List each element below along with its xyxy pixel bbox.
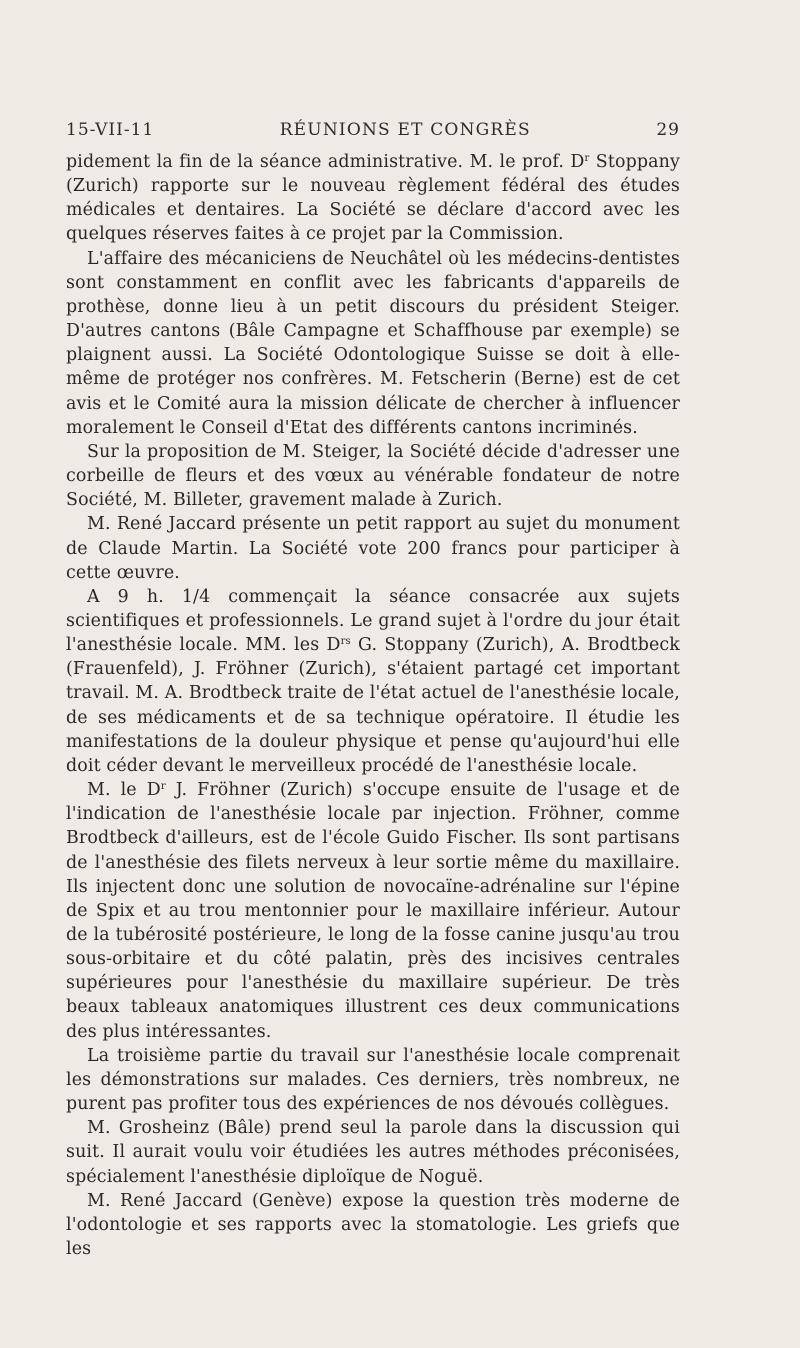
header-date: 15-VII-11 xyxy=(66,120,155,140)
paragraph xyxy=(66,1044,680,1116)
body-text xyxy=(66,150,680,1261)
paragraph xyxy=(66,585,680,778)
superscript-text: r xyxy=(584,153,590,164)
paragraph-text: Sur la proposition de M. Steiger, la Société décide d'adresser une corbeille de fleurs et des vœux au vénérable fondateur de notre Société, M. Billeter, gravement malade à Zurich. xyxy=(66,441,680,511)
paragraph-text: L'affaire des mécaniciens de Neuchâtel où les médecins-dentistes sont constamment en conflit avec les fabricants d'appareils de prothèse, donne lieu à un petit discours du président Steiger. D'autres cantons (Bâle Campagne et Schaffhouse par exemple) se plaignent aussi. La Société Odontologique Suisse se doit à elle-même de protéger nos confrères. M. Fetscherin (Berne) est de cet avis et le Comité aura la mission délicate de chercher à influencer moralement le Conseil d'Etat des différents cantons incriminés. xyxy=(66,248,680,438)
paragraph-text: pidement la fin de la séance administrative. M. le prof. D xyxy=(66,152,585,172)
paragraph-text: Stoppany (Zurich) rapporte sur le nouveau règlement fédéral des études médicales et dentaires. La Société se déclare d'accord avec les quelques réserves faites à ce projet par la Commission. xyxy=(66,152,680,245)
paragraph-text: M. le D xyxy=(87,780,161,801)
paragraph-text: A 9 h. 1/4 commençait la séance consacrée aux sujets scientifiques et professionnels. Le grand sujet à l'ordre du jour était l'anesthésie locale. MM. les D xyxy=(66,586,680,656)
superscript-text: rs xyxy=(340,636,351,648)
paragraph xyxy=(66,247,680,440)
paragraph xyxy=(66,440,680,512)
paragraph xyxy=(66,512,680,584)
header-section-title: RÉUNIONS ET CONGRÈS xyxy=(279,120,531,140)
paragraph-text: G. Stoppany (Zurich), A. Brodtbeck (Frauenfeld), J. Fröhner (Zurich), s'étaient partagé cet important travail. M. A. Brodtbeck traite de l'état actuel de l'anesthésie locale, de ses médicaments et de sa technique opératoire. Il étudie les manifestations de la douleur physique et pense qu'aujourd'hui elle doit céder devant le merveilleux procédé de l'anesthésie locale. xyxy=(66,635,680,776)
paragraph xyxy=(66,150,680,247)
superscript-text: r xyxy=(160,781,166,793)
paragraph-text: La troisième partie du travail sur l'anesthésie locale comprenait les démonstrations sur malades. Ces derniers, très nombreux, ne purent pas profiter tous des expériences de nos dévoués collègues. xyxy=(66,1045,680,1115)
paragraph-text: M. Grosheinz (Bâle) prend seul la parole dans la discussion qui suit. Il aurait voulu voir étudiées les autres méthodes préconisées, spécialement l'anesthésie diploïque de Noguë. xyxy=(66,1118,680,1187)
paragraph-text: M. René Jaccard (Genève) expose la question très moderne de l'odontologie et ses rapports avec la stomatologie. Les griefs que les xyxy=(66,1190,680,1260)
running-header xyxy=(66,120,680,150)
book-page xyxy=(66,120,680,1261)
paragraph-text: M. René Jaccard présente un petit rapport au sujet du monument de Claude Martin. La Société vote 200 francs pour participer à cette œuvre. xyxy=(66,514,680,583)
paragraph xyxy=(66,1116,680,1188)
paragraph xyxy=(66,778,680,1044)
paragraph xyxy=(66,1189,680,1261)
page-number: 29 xyxy=(656,120,680,140)
paragraph-text: J. Fröhner (Zurich) s'occupe ensuite de l'usage et de l'indication de l'anesthésie locale par injection. Fröhner, comme Brodtbeck d'ailleurs, est de l'école Guido Fischer. Ils sont partisans de l'anesthésie des filets nerveux à leur sortie même du maxillaire. Ils injectent donc une solution de novocaïne-adrénaline sur l'épine de Spix et au trou mentonnier pour le maxillaire inférieur. Autour de la tubérosité postérieure, le long de la fosse canine jusqu'au trou sous-orbitaire et du côté palatin, près des incisives centrales supérieures pour l'anesthésie du maxillaire supérieur. De très beaux tableaux anatomiques illustrent ces deux communications des plus intéressantes. xyxy=(66,780,680,1042)
